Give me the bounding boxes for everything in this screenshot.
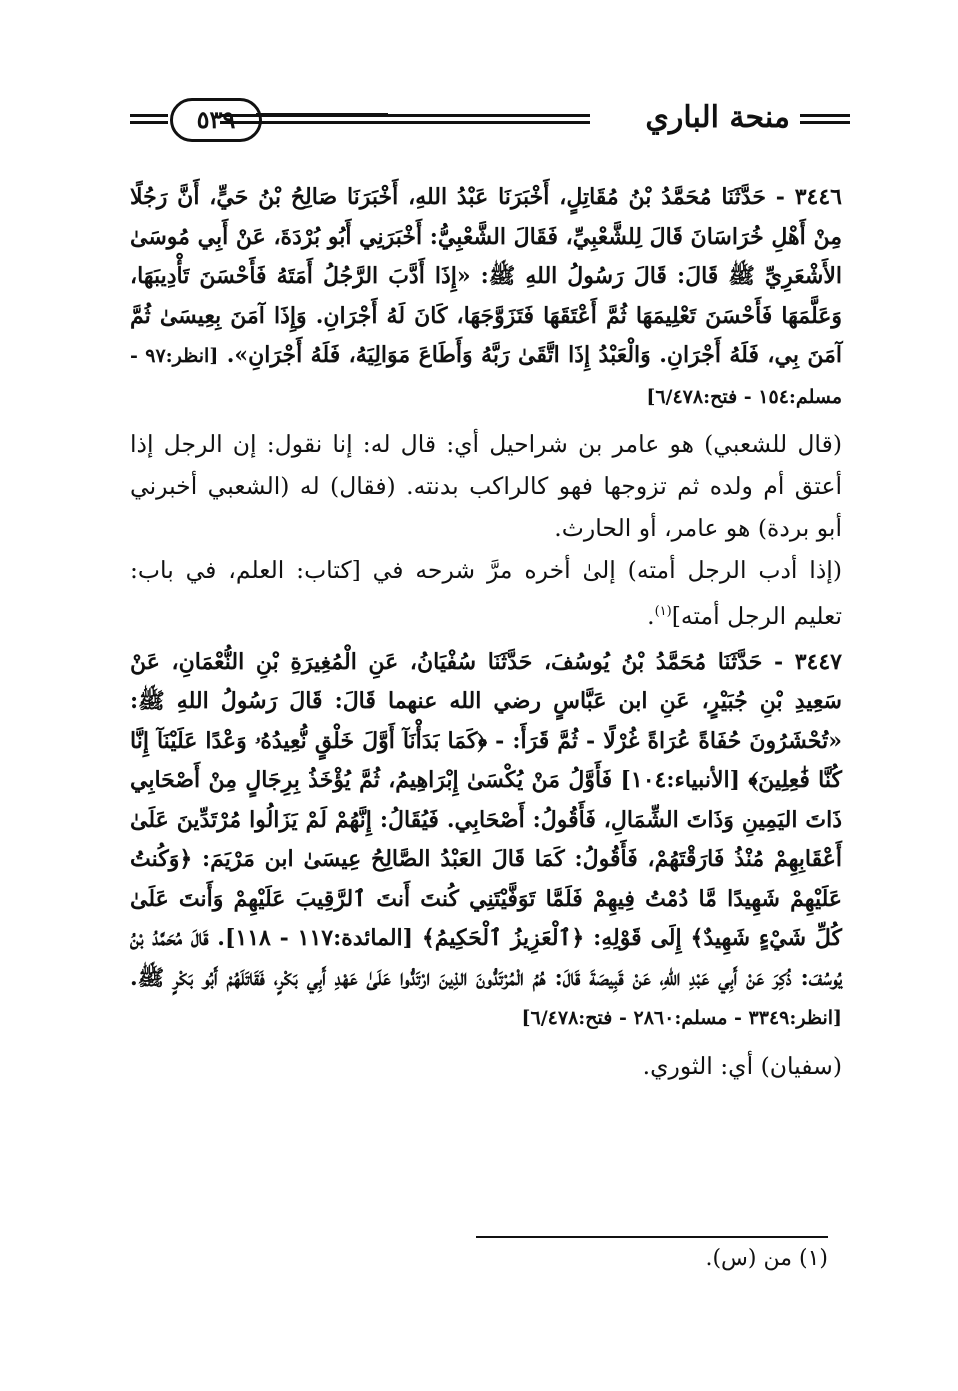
page-number: ٥٣٩: [170, 98, 262, 142]
header-rule-left: [130, 114, 168, 124]
page-header: [130, 96, 850, 146]
commentary-shabi: (قال للشعبي) هو عامر بن شراحيل أي: قال له: إنا نقول: إن الرجل إذا أعتق أم ولده ثم تزوجها فهو كالراكب بدنته. (فقال) له (الشعبي أخبرني أبو بردة) هو عامر، أو الحارث.: [130, 430, 842, 542]
book-title: منحة الباري: [645, 100, 790, 135]
footnote-marker: (١): [654, 604, 672, 619]
hadith-3446-text: ٣٤٤٦ - حَدَّثَنَا مُحَمَّدُ بْنُ مُقَاتِلٍ، أَخْبَرَنَا عَبْدُ اللهِ، أَخْبَرَنَا صَالِحُ بْنُ حَيٍّ، أَنَّ رَجُلًا مِنْ أَهْلِ خُرَاسَانَ قَالَ لِلشَّعْبِيِّ، فَقَالَ الشَّعْبِيُّ: أَخْبَرَنِي أَبُو بُرْدَةَ، عَنْ أَبِي مُوسَىٰ الأَشْعَرِيِّ ﷺ قَالَ: قَالَ رَسُولُ اللهِ ﷺ: «إِذَا أَدَّبَ الرَّجُلُ أَمَتَهُ فَأَحْسَنَ تَأْدِيبَهَا، وَعَلَّمَهَا فَأَحْسَنَ تَعْلِيمَهَا ثُمَّ أَعْتَقَهَا فَتَزَوَّجَهَا، كَانَ لَهُ أَجْرَانِ. وَإِذَا آمَنَ بِعِيسَىٰ ثُمَّ آمَنَ بِي، فَلَهُ أَجْرَانِ. وَالْعَبْدُ إِذَا اتَّقَىٰ رَبَّهُ وَأَطَاعَ مَوَالِيَهُ، فَلَهُ أَجْرَانِ».: [130, 184, 842, 368]
hadith-3446-reference: [انظر:٩٧ - مسلم:١٥٤ - فتح:٦/٤٧٨]: [130, 345, 842, 408]
footnote: (١) من (س).: [705, 1246, 828, 1271]
hadith-3447-reference: [انظر:٣٣٤٩ - مسلم:٢٨٦٠ - فتح:٦/٤٧٨]: [521, 1007, 842, 1030]
hadith-3446: [130, 178, 842, 417]
commentary-sufyan: (سفيان) أي: الثوري.: [642, 1051, 842, 1080]
header-rule-right: [800, 114, 850, 124]
page-number-tail: [256, 113, 388, 124]
commentary-adab: (إذا أدب الرجل أمته) إلىٰ أخره مرَّ شرحه في [كتاب: العلم، في باب: تعليم الرجل أمته]$^{(١)}$.: [130, 556, 842, 630]
footnote-divider: [476, 1236, 828, 1238]
hadith-3447-text: ٣٤٤٧ - حَدَّثَنَا مُحَمَّدُ بْنُ يُوسُفَ، حَدَّثَنَا سُفْيَانُ، عَنِ الْمُغِيرَةِ بْنِ النُّعْمَانِ، عَنْ سَعِيدِ بْنِ جُبَيْرٍ، عَنِ ابن عَبَّاسٍ رضي الله عنهما قَالَ: قَالَ رَسُولُ اللهِ ﷺ: «تُحْشَرُونَ حُفَاةً عُرَاةً غُرْلًا - ثُمَّ قَرَأَ: - ﴿كَمَا بَدَأْنَآ أَوَّلَ خَلْقٍ نُّعِيدُهُۥ وَعْدًا عَلَيْنَآ إِنَّا كُنَّا فَٰعِلِينَ﴾ [الأنبياء:١٠٤] فَأَوَّلُ مَنْ يُكْسَىٰ إِبْرَاهِيمُ، ثُمَّ يُؤْخَذُ بِرِجَالٍ مِنْ أَصْحَابِي ذَاتَ اليَمِينِ وَذَاتَ الشِّمَالِ، فَأَقُولُ: أَصْحَابِي. فَيُقَالُ: إِنَّهُمْ لَمْ يَزَالُوا مُرْتَدِّينَ عَلَىٰ أَعْقَابِهِمْ مُنْذُ فَارَقْتَهُمْ، فَأَقُولُ: كَمَا قَالَ العَبْدُ الصَّالِحُ عِيسَىٰ ابن مَرْيَمَ: ﴿وَكُنتُ عَلَيْهِمْ شَهِيدًا مَّا دُمْتُ فِيهِمْ فَلَمَّا تَوَفَّيْتَنِي كُنتَ أَنتَ ٱلرَّقِيبَ عَلَيْهِمْ وَأَنتَ عَلَىٰ كُلِّ شَيْءٍ شَهِيدٌ﴾ إِلَى قَوْلِهِ: ﴿ٱلْعَزِيزُ ٱلْحَكِيمُ﴾ [المائدة:١١٧ - ١١٨]. قَالَ مُحَمَّدُ بْنُ يُوسُفَ: ذُكِرَ عَنْ أَبِي عَبْدِ اللهِ، عَنْ قَبِيصَةَ قَالَ: هُمُ الْمُرْتَدُّونَ الذِينَ ارْتَدُّوا عَلَىٰ عَهْدِ أَبِي بَكْرٍ، فَقَاتَلَهُمْ أَبُو بَكْرٍ ﷺ.: [130, 648, 843, 991]
commentary-adab-text: (إذا أدب الرجل أمته) إلىٰ أخره مرَّ شرحه في [كتاب: العلم، في باب: تعليم الرجل أمته]: [130, 556, 842, 630]
page-body: [130, 178, 842, 1087]
hadith-3447: [130, 643, 842, 1039]
